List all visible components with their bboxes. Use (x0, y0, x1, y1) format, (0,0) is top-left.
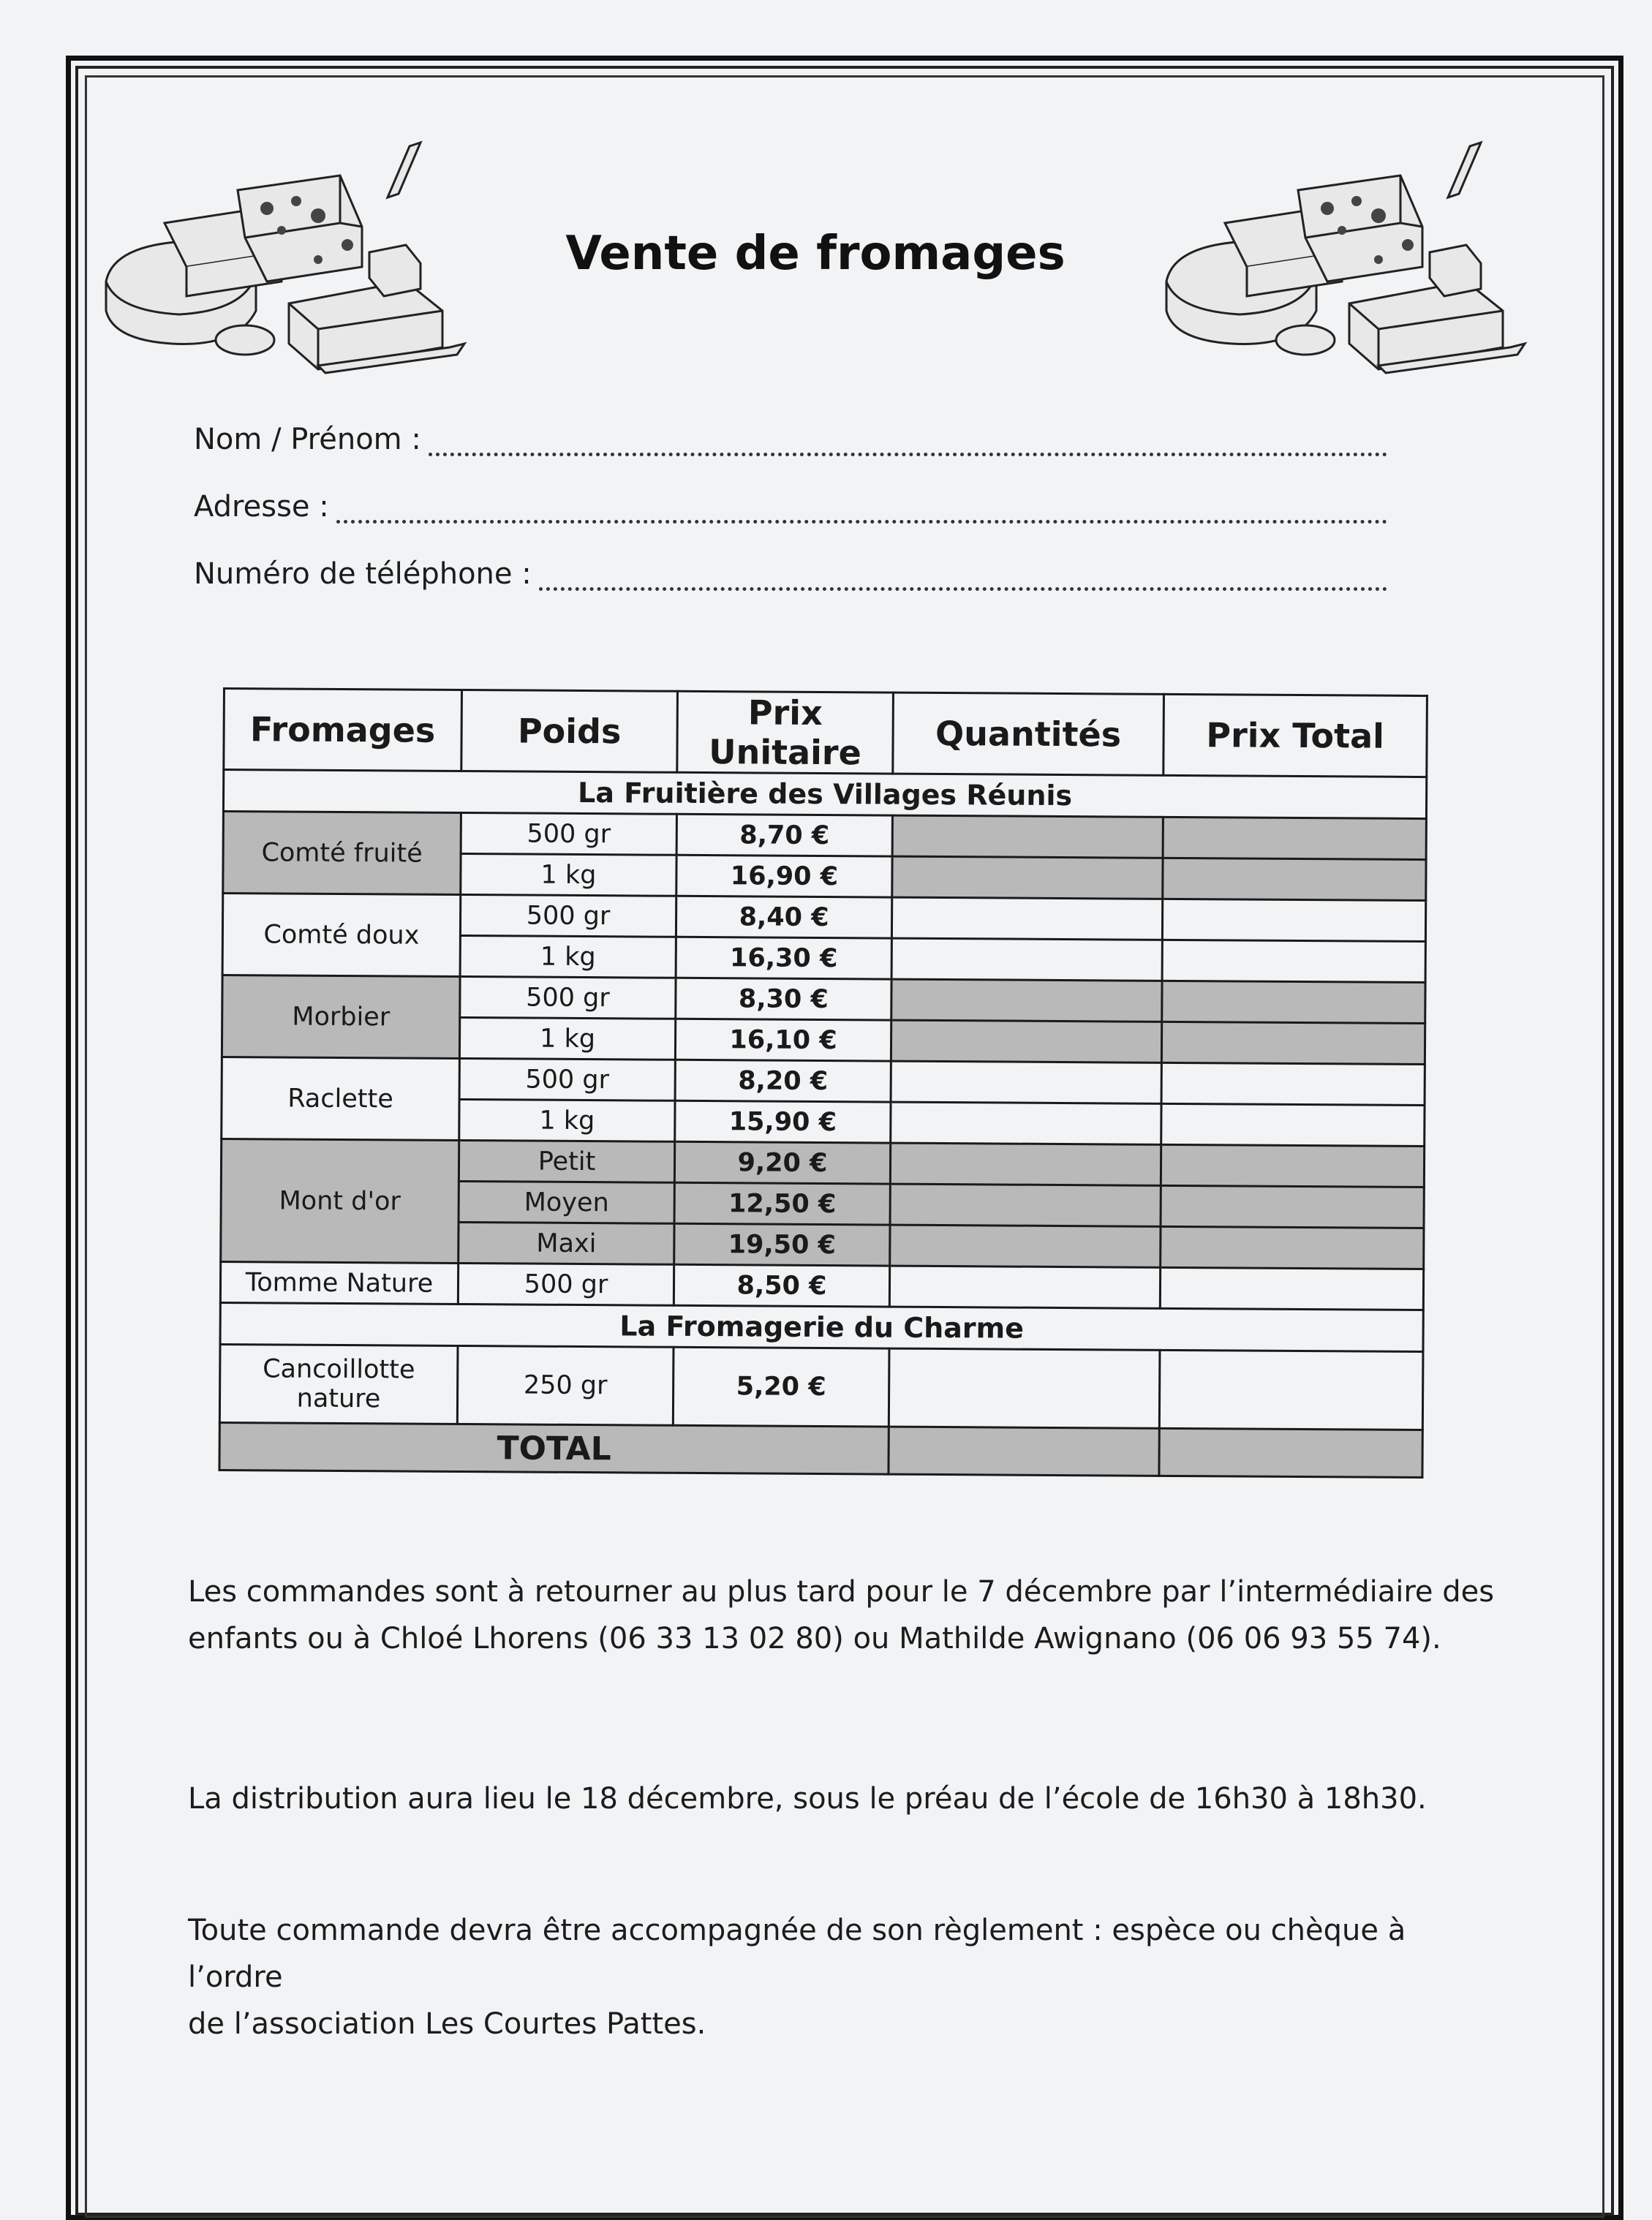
total-quantity-cell[interactable] (889, 1427, 1159, 1476)
table-row (223, 812, 1426, 860)
grand-total-cell[interactable] (1159, 1428, 1422, 1477)
unit-price-cell: 16,10 € (675, 1019, 891, 1061)
weight-cell: 1 kg (459, 1099, 675, 1141)
total-price-cell[interactable] (1161, 1226, 1424, 1269)
unit-price-cell: 15,90 € (675, 1100, 891, 1143)
table-row (220, 1261, 1423, 1310)
weight-cell: 500 gr (461, 812, 676, 855)
header-prix-unitaire: Prix Unitaire (677, 691, 894, 774)
unit-price-cell: 5,20 € (673, 1347, 889, 1427)
cheese-name-line1: Cancoillotte (263, 1354, 415, 1385)
cheese-illustration-icon (1159, 135, 1554, 384)
weight-cell: 500 gr (460, 976, 676, 1019)
page-title: Vente de fromages (565, 227, 1065, 281)
total-price-cell[interactable] (1160, 1267, 1423, 1310)
header-quantites: Quantités (893, 692, 1164, 775)
weight-cell: Moyen (459, 1181, 674, 1223)
phone-dotted-line[interactable] (539, 559, 1387, 591)
address-label: Adresse : (194, 490, 329, 524)
cheese-name: Mont d'or (221, 1139, 459, 1263)
total-price-cell[interactable] (1162, 981, 1425, 1023)
section-row (223, 770, 1426, 819)
distribution-paragraph: La distribution aura lieu le 18 décembre, sous le préau de l’école de 16h30 à 18h30. (188, 1782, 1427, 1816)
weight-cell: 500 gr (458, 1263, 674, 1305)
total-price-cell[interactable] (1163, 817, 1426, 859)
unit-price-cell: 8,40 € (676, 896, 891, 938)
unit-price-cell: 19,50 € (674, 1223, 890, 1266)
table-row (221, 1139, 1424, 1187)
total-price-cell[interactable] (1162, 899, 1425, 941)
unit-price-cell: 8,20 € (675, 1060, 891, 1102)
total-price-cell[interactable] (1161, 1144, 1424, 1187)
phone-field[interactable] (194, 557, 1387, 591)
unit-price-cell: 16,30 € (676, 937, 891, 979)
total-price-cell[interactable] (1162, 940, 1425, 982)
quantity-cell[interactable] (889, 1348, 1160, 1428)
unit-price-cell: 8,50 € (674, 1264, 889, 1307)
quantity-cell[interactable] (891, 979, 1162, 1022)
cheese-name (219, 1344, 458, 1424)
table-row (222, 975, 1425, 1024)
instructions-line1: Les commandes sont à retourner au plus tard pour le 7 décembre par l’intermédiaire des (188, 1575, 1495, 1609)
address-field[interactable] (194, 490, 1387, 524)
cheese-name-line2: nature (296, 1383, 381, 1414)
quantity-cell[interactable] (892, 815, 1163, 858)
instructions-line2: enfants ou à Chloé Lhorens (06 33 13 02 80) ou Mathilde Awignano (06 06 93 55 74). (188, 1622, 1441, 1655)
name-label: Nom / Prénom : (194, 423, 421, 456)
total-row (219, 1422, 1422, 1477)
total-price-cell[interactable] (1161, 1103, 1425, 1146)
quantity-cell[interactable] (890, 1143, 1161, 1185)
unit-price-cell: 16,90 € (676, 855, 892, 897)
header-fromages: Fromages (224, 689, 462, 771)
total-price-cell[interactable] (1163, 858, 1426, 900)
quantity-cell[interactable] (891, 1020, 1161, 1062)
quantity-cell[interactable] (890, 1184, 1161, 1226)
section-title: La Fromagerie du Charme (220, 1302, 1423, 1351)
header-poids: Poids (461, 690, 678, 772)
weight-cell: 1 kg (460, 935, 676, 978)
table-row (222, 894, 1425, 942)
address-dotted-line[interactable] (336, 492, 1387, 524)
quantity-cell[interactable] (892, 856, 1163, 899)
phone-label: Numéro de téléphone : (194, 557, 532, 591)
unit-price-cell: 9,20 € (674, 1141, 890, 1184)
cheese-name: Tomme Nature (220, 1261, 458, 1304)
quantity-cell[interactable] (891, 897, 1162, 940)
total-label: TOTAL (219, 1422, 889, 1474)
weight-cell: 1 kg (461, 853, 676, 896)
quantity-cell[interactable] (891, 1102, 1161, 1144)
section-row (220, 1302, 1423, 1351)
quantity-cell[interactable] (889, 1266, 1160, 1308)
cheese-name: Raclette (222, 1057, 460, 1140)
name-dotted-line[interactable] (429, 425, 1387, 456)
payment-line2: de l’association Les Courtes Pattes. (188, 2007, 706, 2041)
total-price-cell[interactable] (1159, 1350, 1423, 1430)
instructions-paragraph (188, 1568, 1504, 1662)
header-prix-total: Prix Total (1163, 694, 1427, 777)
weight-cell: Petit (459, 1140, 674, 1182)
total-price-cell[interactable] (1161, 1062, 1425, 1105)
quantity-cell[interactable] (891, 938, 1162, 981)
payment-paragraph (188, 1907, 1504, 2047)
cheese-illustration-icon (99, 135, 494, 384)
section-title: La Fruitière des Villages Réunis (223, 770, 1426, 819)
cheese-name: Morbier (222, 975, 460, 1059)
unit-price-cell: 8,70 € (676, 814, 892, 856)
cheese-name: Comté doux (222, 894, 461, 977)
weight-cell: 1 kg (459, 1017, 675, 1060)
table-row (219, 1344, 1423, 1430)
total-price-cell[interactable] (1161, 1022, 1425, 1064)
name-field[interactable] (194, 423, 1387, 456)
unit-price-cell: 12,50 € (674, 1182, 890, 1225)
payment-line1: Toute commande devra être accompagnée de son règlement : espèce ou chèque à l’ordre (188, 1914, 1406, 1994)
table-header-row (224, 689, 1427, 777)
weight-cell: 250 gr (457, 1345, 674, 1425)
quantity-cell[interactable] (891, 1061, 1161, 1103)
unit-price-cell: 8,30 € (676, 978, 891, 1020)
weight-cell: Maxi (459, 1222, 674, 1264)
table-row (222, 1057, 1425, 1105)
cheese-name: Comté fruité (223, 812, 461, 895)
quantity-cell[interactable] (890, 1225, 1161, 1267)
weight-cell: 500 gr (459, 1058, 675, 1100)
order-table (218, 687, 1428, 1479)
total-price-cell[interactable] (1161, 1185, 1424, 1228)
weight-cell: 500 gr (460, 894, 676, 937)
